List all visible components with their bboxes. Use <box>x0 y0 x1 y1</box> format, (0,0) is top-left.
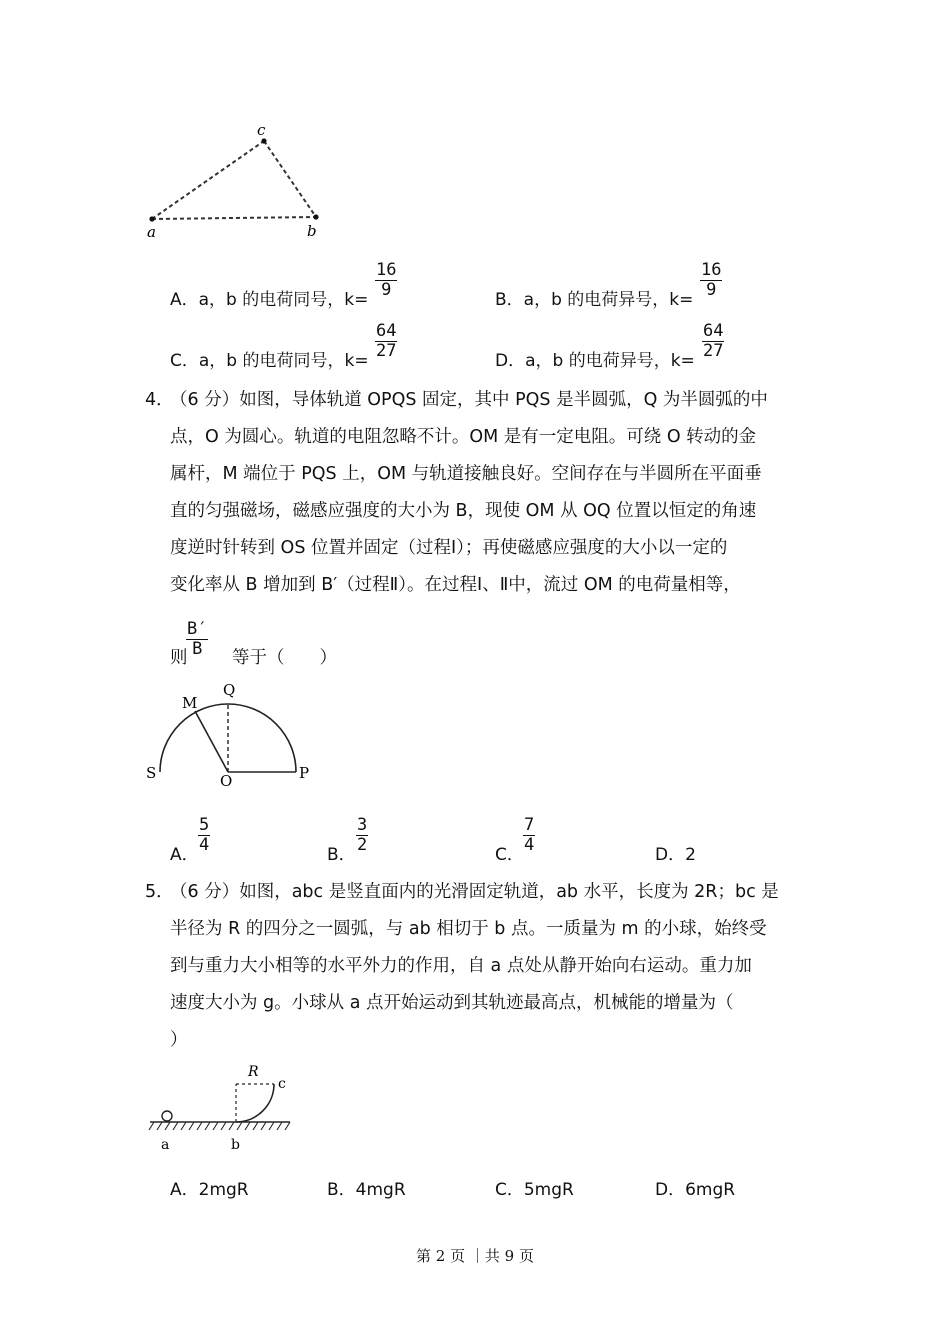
q5-label-a: a <box>161 1137 170 1153</box>
q5-line-4: 速度大小为 g。小球从 a 点开始运动到其轨迹最高点，机械能的增量为（ <box>170 993 734 1013</box>
q4-option-c-label: C． <box>495 845 524 865</box>
q3-option-c-den: 27 <box>376 341 397 361</box>
q5-option-c: C．5mgR <box>495 1180 574 1200</box>
q5-line-3: 到与重力大小相等的水平外力的作用，自 a 点处从静开始向右运动。重力加 <box>170 956 752 976</box>
q4-option-a-label: A． <box>170 845 199 865</box>
q4-line-3: 属杆，M 端位于 PQS 上，OM 与轨道接触良好。空间存在与半圆所在平面垂 <box>170 464 762 484</box>
q5-number: 5． <box>145 882 174 902</box>
q4-option-d-label: D．2 <box>655 845 696 865</box>
q3-option-b-fraction <box>700 260 722 299</box>
q4-line-2: 点，O 为圆心。轨道的电阻忽略不计。OM 是有一定电阻。可绕 O 转动的金 <box>170 427 757 447</box>
q3-label-b: b <box>307 222 317 240</box>
q3-label-c: c <box>257 121 266 139</box>
q3-option-b-den: 9 <box>700 280 722 299</box>
q4-label-p: P <box>299 764 310 782</box>
q4-option-b-fraction <box>356 815 368 854</box>
q4-line-6: 变化率从 B 增加到 B′（过程Ⅱ）。在过程Ⅰ、Ⅱ中，流过 OM 的电荷量相等， <box>170 575 741 595</box>
q4-label-o: O <box>220 772 233 790</box>
q3-option-d-fraction <box>702 321 724 360</box>
q5-line-5: ） <box>170 1030 188 1050</box>
q4-line-5: 度逆时针转到 OS 位置并固定（过程Ⅰ）；再使磁感应强度的大小以一定的 <box>170 538 728 558</box>
q5-track-figure <box>140 1060 310 1160</box>
q3-option-a-num: 16 <box>376 260 397 280</box>
q4-ask-suffix: 等于（ ） <box>232 648 337 668</box>
q4-option-c-fraction <box>523 815 535 854</box>
q4-ask-fraction <box>186 619 208 658</box>
q3-option-c-num: 64 <box>376 321 397 341</box>
q4-option-b-den: 2 <box>357 835 368 855</box>
q4-label-m: M <box>182 694 198 712</box>
q4-option-b-label: B． <box>327 845 356 865</box>
q3-option-a <box>170 285 368 310</box>
q3-option-a-den: 9 <box>375 280 397 299</box>
q5-label-c: c <box>278 1076 286 1092</box>
q4-number: 4． <box>145 390 174 410</box>
q4-label-s: S <box>146 764 157 782</box>
q5-label-b: b <box>231 1137 240 1153</box>
q5-option-b: B．4mgR <box>327 1180 406 1200</box>
q5-line-1: （6 分）如图，abc 是竖直面内的光滑固定轨道，ab 水平，长度为 2R；bc 是 <box>170 882 779 902</box>
q3-triangle-figure <box>140 120 340 245</box>
q3-option-d-label: D．a，b 的电荷异号，k= <box>495 351 695 371</box>
q3-label-a: a <box>147 223 156 241</box>
q4-option-c-num: 7 <box>524 815 535 835</box>
q4-ask-prefix: 则 <box>170 648 188 668</box>
q4-option-a-den: 4 <box>199 835 210 855</box>
q5-label-r: R <box>248 1064 259 1080</box>
q4-option-b-num: 3 <box>357 815 368 835</box>
q4-ask-den: B <box>186 639 208 658</box>
q4-label-q: Q <box>223 681 236 699</box>
q5-line-2: 半径为 R 的四分之一圆弧，与 ab 相切于 b 点。一质量为 m 的小球，始终受 <box>170 919 767 939</box>
q5-option-d: D．6mgR <box>655 1180 736 1200</box>
q5-option-a: A．2mgR <box>170 1180 249 1200</box>
q4-option-c-den: 4 <box>524 835 535 855</box>
q4-line-4: 直的匀强磁场，磁感应强度的大小为 B，现使 OM 从 OQ 位置以恒定的角速 <box>170 501 757 521</box>
q3-option-c-label: C．a，b 的电荷同号，k= <box>170 351 369 371</box>
q4-ask-num: B′ <box>187 619 208 639</box>
q3-option-c-fraction <box>375 321 397 360</box>
q4-option-a-fraction <box>198 815 210 854</box>
q3-option-a-fraction <box>375 260 397 299</box>
page-footer: 第 2 页 ｜共 9 页 <box>416 1247 534 1265</box>
q4-semicircle-figure <box>140 675 330 795</box>
q3-option-b-label: B．a，b 的电荷异号，k= <box>495 290 694 310</box>
q4-line-1: （6 分）如图，导体轨道 OPQS 固定，其中 PQS 是半圆弧，Q 为半圆弧的中 <box>170 390 768 410</box>
q3-option-a-label: A．a，b 的电荷同号，k= <box>170 290 369 310</box>
q3-option-d-den: 27 <box>703 341 724 361</box>
q3-option-d <box>495 346 695 371</box>
q3-option-b <box>495 285 693 310</box>
q3-option-d-num: 64 <box>703 321 724 341</box>
q4-option-a-num: 5 <box>199 815 210 835</box>
q3-option-c <box>170 346 369 371</box>
q3-option-b-num: 16 <box>701 260 722 280</box>
